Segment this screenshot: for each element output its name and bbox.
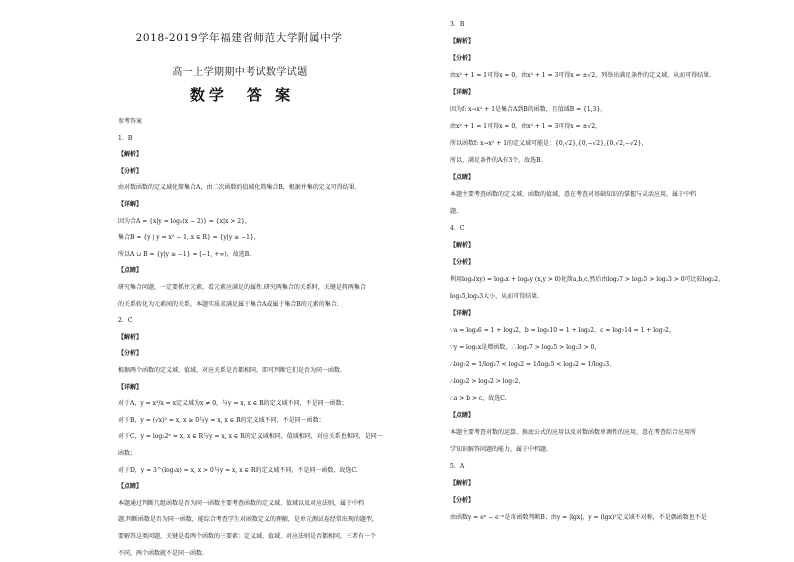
text-line: 由x² + 1 = 1可得x = 0，由x² + 1 = 3可得x = ±√2，列举出满足条件的定义域，从而可得结果. bbox=[450, 72, 712, 79]
text-line: 【解析】 bbox=[118, 333, 143, 341]
text-line: 【分析】 bbox=[118, 167, 143, 175]
text-line: 所以A ∪ B = {y|y ≥ −1} = [−1, +∞)，故选B. bbox=[118, 250, 252, 258]
text-line: 2．C bbox=[118, 317, 133, 325]
text-line: 根据两个函数的定义域、值域、对应关系是否都相同，即可判断它们是否为同一函数. bbox=[118, 367, 342, 374]
text-line: 参考答案 bbox=[118, 118, 143, 125]
text-line: 【详解】 bbox=[450, 310, 475, 317]
text-line: 学知识解答问题的能力，属于中档题. bbox=[450, 446, 548, 453]
text-line: 对于A，y = x²/x = x定义域为x ≠ 0，与y = x, x ∈ R的定义域不同，不是同一函数； bbox=[118, 400, 348, 408]
text-line: 【点睛】 bbox=[118, 267, 143, 275]
text-line: 因为合A = {x|y = log₂(x − 2)} = {x|x > 2}， bbox=[118, 217, 251, 225]
text-line: 利用logₐ(xy) = logₐx + logₐy (x,y > 0)化简a,b,c,然后由log₂7 > log₂5 > log₂3 > 0可比较log₂2, bbox=[450, 276, 721, 283]
text-line: ∵y = log₂x是增函数，∴log₂7 > log₂5 > log₂3 > 0， bbox=[450, 344, 601, 351]
text-line: 【分析】 bbox=[450, 55, 475, 62]
text-line: 函数； bbox=[118, 450, 137, 457]
text-line: 本题主要考查对数的运算、换底公式的应用以及对数函数单调性的应用，意在考查综合应用所 bbox=[450, 429, 697, 436]
text-line: ∴a > b > c，故选C. bbox=[450, 395, 507, 402]
text-line: 【点睛】 bbox=[118, 483, 143, 491]
text-line: 不同，两个函数就不是同一函数. bbox=[118, 549, 204, 557]
text-line: 对于D，y = 3^(log₃x) = x, x > 0与y = x, x ∈ R的定义域不同，不是同一函数，故选C. bbox=[118, 466, 358, 474]
text-line: log₂5,log₂3大小，从而可得结果. bbox=[450, 293, 540, 300]
text-line: ∴log₇2 = 1/log₂7 < log₅2 = 1/log₂5 < log₃2 = 1/log₂3， bbox=[450, 361, 616, 368]
text-line: 5．A bbox=[450, 463, 465, 470]
text-line: 对于B，y = (√x)² = x, x ≥ 0与y = x, x ∈ R的定义域不同，不是同一函数； bbox=[118, 416, 325, 424]
text-line: 所以，满足条件的A有3个，故选B. bbox=[450, 157, 543, 164]
text-line: 所以函数f: x→x² + 1的定义域可能是：{0,√2},{0,−√2},{0,√2,−√2}， bbox=[450, 140, 648, 147]
text-line: 【详解】 bbox=[118, 383, 143, 391]
text-line: 【分析】 bbox=[118, 350, 143, 358]
text-line: 本题通过判断几组函数是否为同一函数主要考查函数的定义域、值域以及对应法则，属于中档 bbox=[118, 499, 365, 507]
text-line: 的关系转化为元素间的关系，本题实质求满足属于集合A或属于集合B的元素的集合. bbox=[118, 300, 339, 308]
text-line: 【详解】 bbox=[118, 201, 143, 208]
text-line: 3．B bbox=[450, 21, 465, 28]
text-line: 【分析】 bbox=[450, 497, 475, 504]
text-line: 由对数函数的定义域化简集合A，由二次函数的值域化简集合B，根据并集的定义可得结果. bbox=[118, 184, 357, 192]
text-line: 【详解】 bbox=[450, 89, 475, 96]
text-line: 本题主要考查函数的定义域、函数的值域，意在考查对基础知识的掌握与灵活应用，属于中档 bbox=[450, 191, 697, 198]
text-line: 对于C，y = log₂2ˣ = x, x ∈ R与y = x, x ∈ R的定义域相同，值域相同，对应关系也相同，是同一 bbox=[118, 433, 383, 441]
page-heading: 数学 答 案 bbox=[189, 86, 295, 104]
text-line: 题. bbox=[450, 208, 458, 215]
text-line: 题.判断函数是否为同一函数，能综合考查学生对函数定义的理解，是单元测试卷经常出现的题型， bbox=[118, 516, 378, 524]
text-line: 【解析】 bbox=[450, 38, 475, 45]
text-line: 由函数y = eˣ − e⁻ˣ是奇函数判断B；由y = |lgx|，y = (lgx)²定义域不对称，不是偶函数也不是 bbox=[450, 514, 707, 521]
text-line: 【点睛】 bbox=[450, 412, 475, 419]
text-line: 因为f: x→x² + 1是集合A到B的函数，且值域B = {1,3}， bbox=[450, 106, 607, 113]
text-line: 【点睛】 bbox=[450, 174, 475, 181]
text-line: 【解析】 bbox=[450, 480, 475, 487]
text-line: 【解析】 bbox=[118, 151, 143, 159]
text-line: ∵a = log₃6 = 1 + log₃2，b = log₅10 = 1 + log₅2，c = log₇14 = 1 + log₇2， bbox=[450, 327, 675, 334]
text-line: 研究集合问题，一定要抓住元素，看元素应满足的属性.研究两集合的关系时，关键是将两集合 bbox=[118, 284, 366, 291]
text-line: 1．B bbox=[118, 134, 133, 142]
text-line: 集合B = {y | y = x² − 1, x ∈ R} = {y|y ≥ −1}， bbox=[118, 234, 260, 242]
page-title: 2018-2019学年福建省师范大学附属中学 bbox=[135, 32, 343, 44]
text-line: 4．C bbox=[450, 225, 465, 232]
text-line: 要解答这类问题，关键是看两个函数的三要素：定义域、值域、对应法则是否都相同，三者有一个 bbox=[118, 533, 377, 540]
page-subtitle: 高一上学期期中考试数学试题 bbox=[172, 67, 308, 78]
text-line: 由x² + 1 = 1可得x = 0，由x² + 1 = 3可得x = ±√2， bbox=[450, 123, 602, 130]
text-line: 【分析】 bbox=[450, 259, 475, 266]
text-line: ∴log₃2 > log₅2 > log₇2， bbox=[450, 378, 525, 385]
text-line: 【解析】 bbox=[450, 242, 475, 249]
